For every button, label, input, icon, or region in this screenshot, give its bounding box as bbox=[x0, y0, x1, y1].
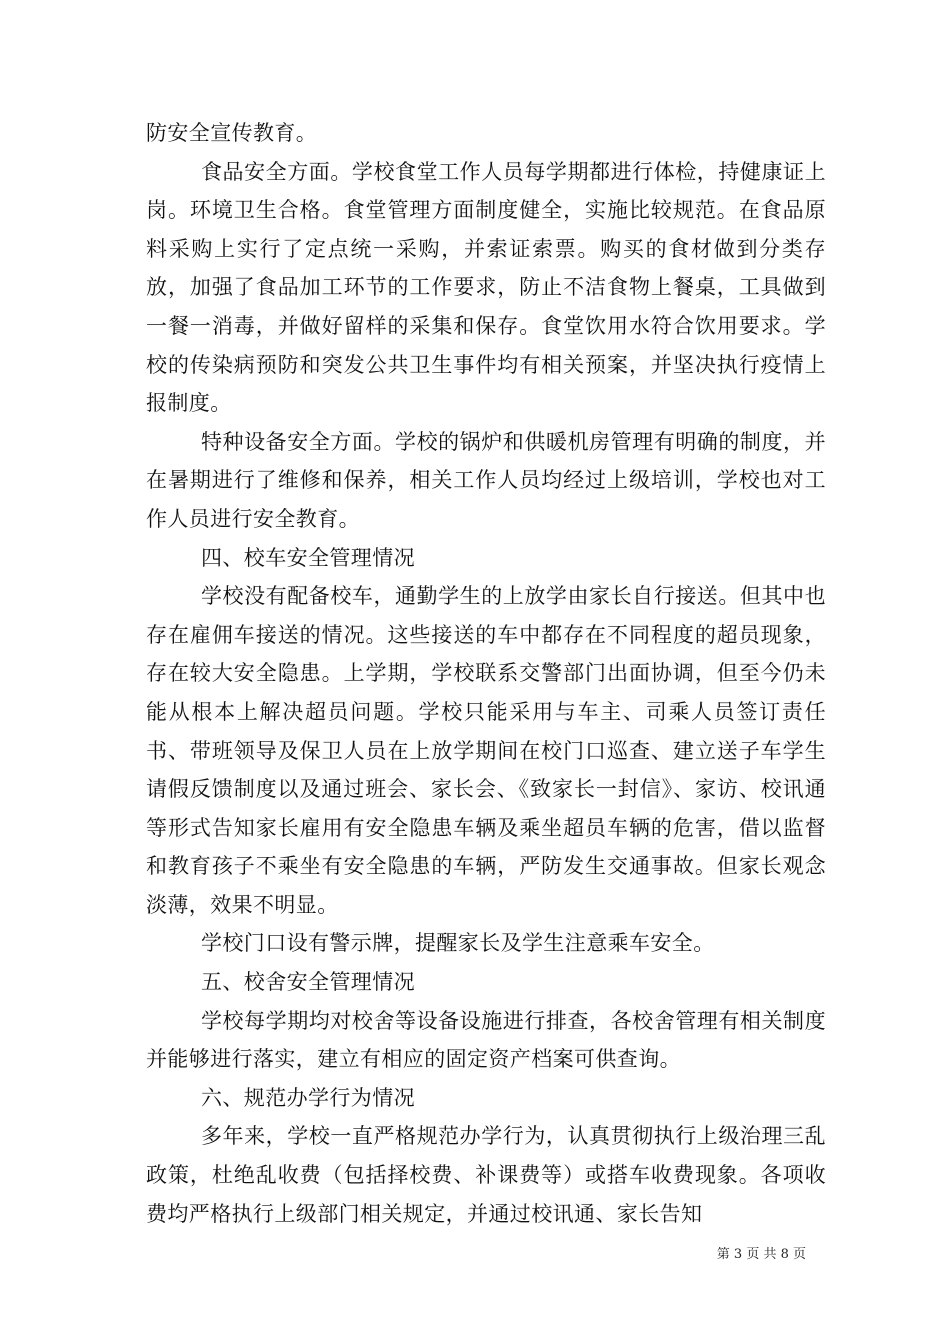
paragraph-school-conduct: 多年来，学校一直严格规范办学行为，认真贯彻执行上级治理三乱政策，杜绝乱收费（包括择校费、补课费等）或搭车收费现象。各项收费均严格执行上级部门相关规定，并通过校讯通、家长告知 bbox=[146, 1124, 826, 1226]
paragraph-school-buildings: 学校每学期均对校舍等设备设施进行排查，各校舍管理有相关制度并能够进行落实，建立有相应的固定资产档案可供查询。 bbox=[146, 1008, 826, 1072]
paragraph-food-safety: 食品安全方面。学校食堂工作人员每学期都进行体检，持健康证上岗。环境卫生合格。食堂管理方面制度健全，实施比较规范。在食品原料采购上实行了定点统一采购，并索证索票。购买的食材做到分类存放，加强了食品加工环节的工作要求，防止不洁食物上餐桌，工具做到一餐一消毒，并做好留样的采集和保存。食堂饮用水符合饮用要求。学校的传染病预防和突发公共卫生事件均有相关预案，并坚决执行疫情上报制度。 bbox=[146, 159, 826, 416]
paragraph-school-bus: 学校没有配备校车，通勤学生的上放学由家长自行接送。但其中也存在雇佣车接送的情况。这些接送的车中都存在不同程度的超员现象，存在较大安全隐患。上学期，学校联系交警部门出面协调，但至今仍未能从根本上解决超员问题。学校只能采用与车主、司乘人员签订责任书、带班领导及保卫人员在上放学期间在校门口巡查、建立送子车学生请假反馈制度以及通过班会、家长会、《致家长一封信》、家访、校讯通等形式告知家长雇用有安全隐患车辆及乘坐超员车辆的危害，借以监督和教育孩子不乘坐有安全隐患的车辆，严防发生交通事故。但家长观念淡薄，效果不明显。 bbox=[146, 584, 826, 917]
paragraph-warning-sign: 学校门口设有警示牌，提醒家长及学生注意乘车安全。 bbox=[201, 931, 715, 956]
page-number: 第 3 页 共 8 页 bbox=[716, 1247, 806, 1262]
paragraph-special-equipment: 特种设备安全方面。学校的锅炉和供暖机房管理有明确的制度，并在暑期进行了维修和保养，相关工作人员均经过上级培训，学校也对工作人员进行安全教育。 bbox=[146, 429, 826, 531]
section-heading-school-bus: 四、校车安全管理情况 bbox=[201, 545, 415, 570]
paragraph-continuation: 防安全宣传教育。 bbox=[146, 121, 318, 145]
document-body bbox=[146, 114, 826, 1233]
section-heading-school-conduct: 六、规范办学行为情况 bbox=[201, 1085, 415, 1110]
section-heading-school-buildings: 五、校舍安全管理情况 bbox=[201, 970, 415, 995]
